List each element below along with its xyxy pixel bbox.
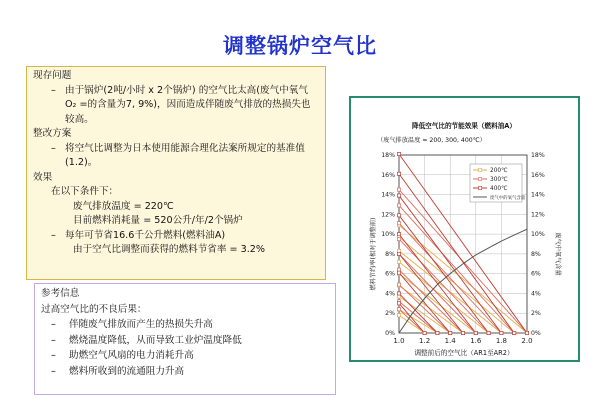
y-tick-label-left: 6% (385, 270, 395, 278)
series-marker-1 (397, 222, 400, 225)
effect-saving: 每年可节省16.6千公升燃料(燃料油A) (65, 229, 226, 241)
slide-title: 调整锅炉空气比 (223, 34, 377, 58)
series-marker-2 (397, 214, 400, 217)
series-marker-2 (397, 292, 400, 295)
legend-marker-1 (479, 177, 482, 180)
chart-ylabel-right: 废气中氧气含量 (554, 232, 561, 276)
series-marker-1 (397, 204, 400, 207)
effect-rate: 由于空气比调整而获得的燃料节省率 = 3.2% (73, 244, 266, 255)
chart-xlabel: 调整前后的空气比（AR1至AR2） (414, 349, 514, 357)
series-marker-1 (397, 188, 400, 191)
series-marker-2 (397, 252, 400, 255)
x-tick-label: 2.0 (521, 337, 533, 345)
effect-item-consumption: 目前燃料消耗量 = 520公升/年/2个锅炉 (73, 215, 243, 226)
effect-condition: 在以下条件下： (51, 186, 119, 197)
reference-item: – 燃烧温度降低，从而导致工业炉温度降低 (41, 333, 329, 349)
series-marker-0 (397, 314, 400, 317)
legend-label-0: 200℃ (490, 168, 508, 174)
plan-text: 将空气比调整为日本使用能源合理化法案所规定的基准值(1.2)。 (65, 142, 305, 168)
legend-label-2: 400℃ (490, 186, 508, 192)
reference-heading: 参考信息 (41, 288, 80, 299)
bullet-dash: – (51, 365, 56, 377)
legend-label-3: 废气中的氧气含量 (490, 196, 526, 201)
series-marker-2 (397, 172, 400, 175)
bullet-dash: – (51, 350, 56, 361)
series-line-1 (399, 270, 463, 333)
bullet-dash: – (51, 84, 56, 96)
y-tick-label-right: 10% (531, 231, 545, 239)
y-tick-label-right: 12% (531, 211, 545, 219)
series-marker-2 (423, 331, 426, 334)
series-marker-2 (525, 331, 528, 334)
reference-item: – 伴随废气排放而产生的热损失升高 (41, 317, 329, 333)
bullet-dash: – (51, 334, 56, 346)
y-tick-label-left: 14% (381, 191, 395, 199)
chart-legend (470, 164, 526, 202)
plan-bullet (33, 142, 319, 171)
series-marker-2 (397, 233, 400, 236)
y-tick-label-right: 8% (531, 250, 541, 258)
series-marker-2 (474, 331, 477, 334)
y-tick-label-right: 14% (531, 191, 545, 199)
series-marker-2 (397, 152, 400, 155)
series-marker-1 (397, 283, 400, 286)
issue-heading: 现存问题 (33, 70, 72, 81)
y-tick-label-right: 0% (531, 330, 541, 337)
y-tick-label-right: 4% (531, 290, 541, 298)
y-tick-label-left: 16% (381, 171, 395, 179)
reference-box (34, 283, 336, 395)
series-marker-2 (461, 331, 464, 334)
y-tick-label-left: 4% (385, 290, 395, 298)
chart-subtitle: （废气排放温度 = 200, 300, 400℃） (377, 137, 486, 144)
y-tick-label-right: 18% (531, 152, 545, 159)
x-tick-label: 1.8 (495, 337, 507, 345)
series-line-2 (399, 215, 489, 333)
x-tick-label: 1.2 (419, 337, 431, 345)
series-marker-2 (397, 271, 400, 274)
reference-item: – 燃料所收到的流通阻力升高 (41, 364, 329, 380)
bullet-dash: – (51, 319, 56, 330)
reference-item: – 助燃空气风扇的电力消耗升高 (41, 348, 329, 364)
y-tick-label-left: 12% (381, 211, 395, 219)
plan-heading: 整改方案 (33, 128, 72, 139)
y-tick-label-left: 10% (381, 231, 395, 239)
series-marker-2 (397, 302, 400, 305)
y-tick-label-left: 18% (381, 152, 395, 159)
series-marker-1 (397, 308, 400, 311)
legend-marker-2 (479, 186, 482, 189)
y-tick-label-left: 2% (385, 310, 395, 318)
energy-saving-chart (351, 98, 578, 360)
y-tick-label-left: 0% (385, 330, 395, 337)
series-marker-2 (500, 331, 503, 334)
y-tick-label-right: 6% (531, 270, 541, 278)
legend-label-1: 300℃ (490, 177, 508, 183)
chart-frame (349, 96, 580, 362)
chart-ylabel-left: 燃料节约率(相对于调整前) (370, 217, 377, 291)
series-marker-2 (397, 194, 400, 197)
y-tick-label-left: 8% (385, 250, 395, 258)
chart-title: 降低空气比的节能效果（燃料油A） (411, 122, 517, 130)
x-tick-label: 1.6 (470, 337, 482, 345)
series-line-1 (399, 190, 527, 333)
effect-heading: 效果 (33, 171, 53, 183)
y-tick-label-right: 2% (531, 310, 541, 318)
series-marker-2 (487, 331, 490, 334)
series-line-1 (399, 309, 425, 333)
reference-subheading: 过高空气比的不良后果： (41, 303, 147, 315)
legend-marker-0 (479, 168, 482, 171)
y-tick-label-right: 16% (531, 171, 545, 179)
series-marker-0 (397, 260, 400, 263)
series-marker-2 (513, 331, 516, 334)
bullet-dash: – (51, 229, 56, 241)
bullet-dash: – (51, 142, 56, 154)
issue-text: 由于锅炉(2吨/小时 x 2个锅炉) 的空气比太高(废气中氧气O₂ =的含量为7, 9%)，因而造成伴随废气排放的热损失也较高。 (65, 84, 311, 125)
x-tick-label: 1.0 (393, 337, 405, 345)
effect-saving-bullet (33, 229, 319, 244)
series-marker-2 (449, 331, 452, 334)
effect-item-temp: 废气排放温度 = 220℃ (73, 200, 174, 212)
series-marker-2 (436, 331, 439, 334)
x-tick-label: 1.4 (444, 337, 456, 345)
problem-solution-box (26, 66, 326, 280)
issue-bullet (33, 84, 319, 128)
series-marker-1 (397, 237, 400, 240)
